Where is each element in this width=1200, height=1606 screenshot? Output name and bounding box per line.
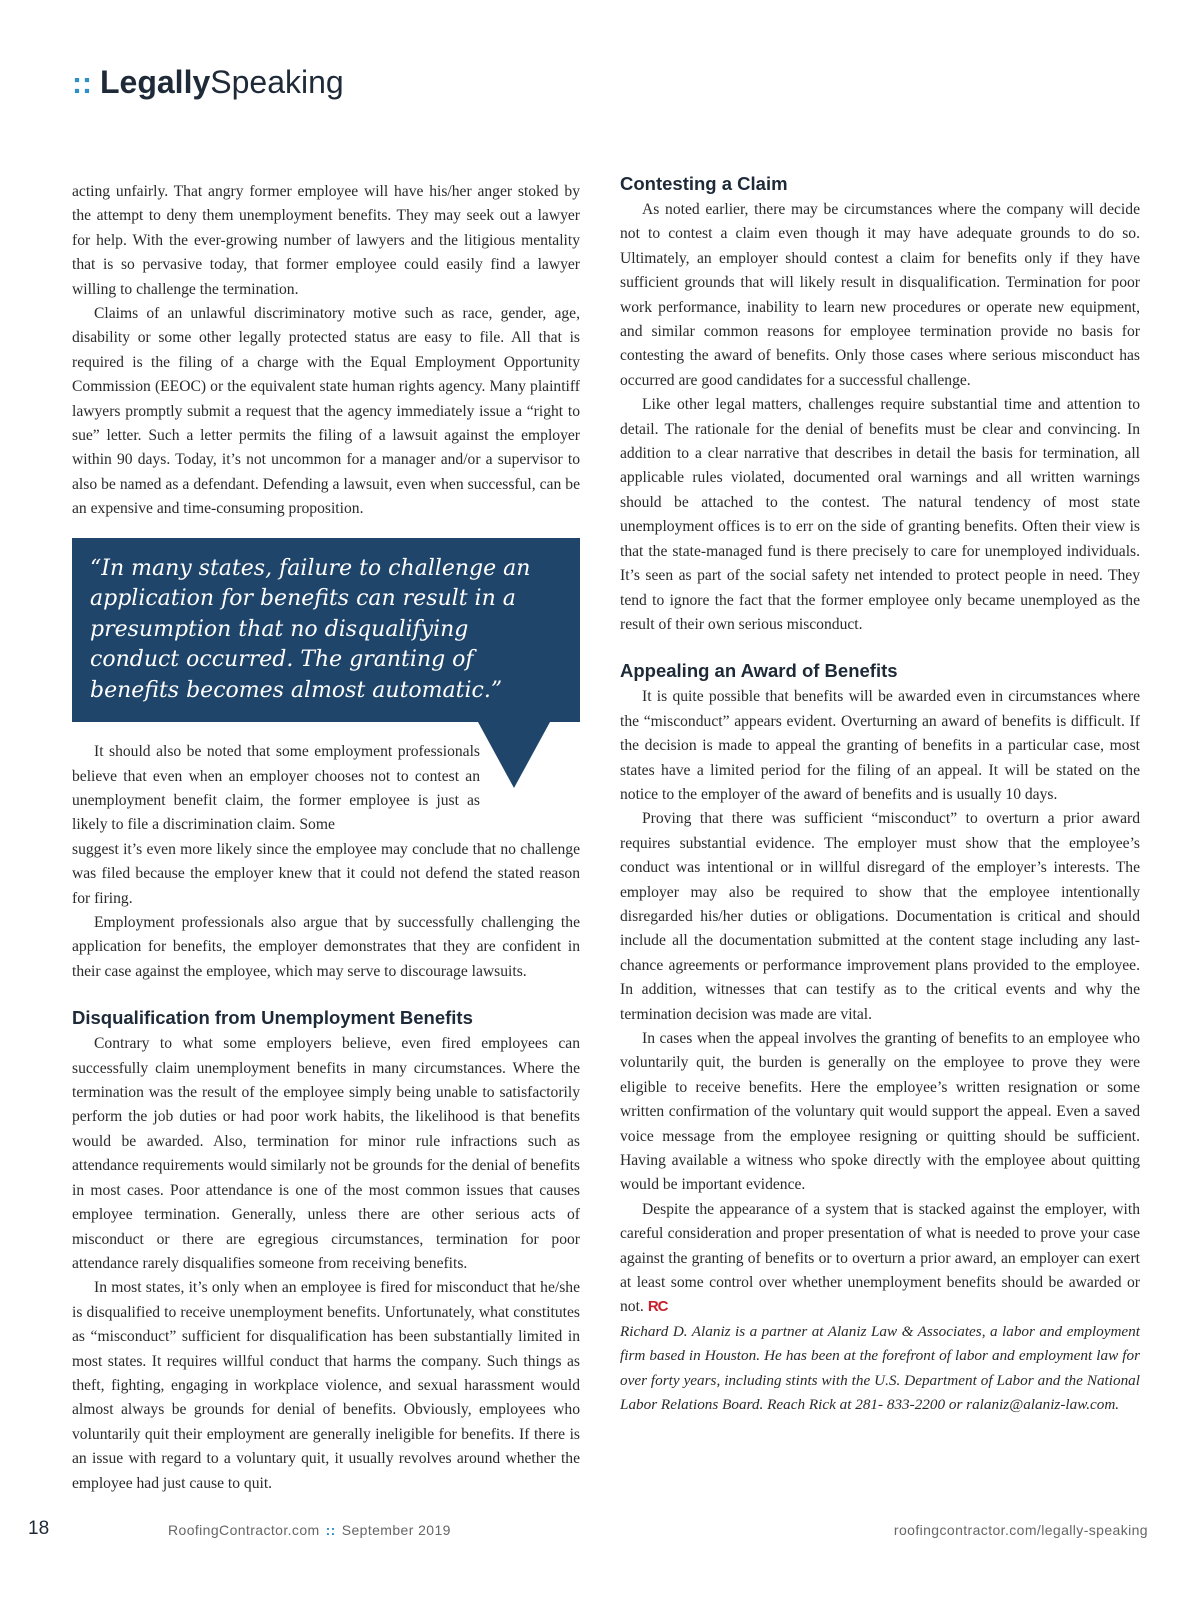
paragraph [620,1198,1140,1320]
pull-quote-text: “In many states, failure to challenge an application for benefits can result in a presumption that no disqualifying conduct occurred. The granting of benefits becomes almost automatic.” [90,555,531,703]
footer-date: September 2019 [341,1522,451,1538]
header-title-bold: Legally [99,64,211,100]
paragraph: In most states, it’s only when an employee is fired for misconduct that he/she is disqualified to receive unemployment benefits. Unfortunately, what constitutes as “misconduct” sufficient for disqualification has been substantially limited in most states. It requires willful conduct that harms the company. Such things as theft, fighting, engaging in workplace violence, and sexual harassment would almost always be grounds for denial of benefits. Obviously, employees who voluntarily quit their employment are generally ineligible for benefits. If there is an issue with regard to a voluntary quit, it usually revolves around whether the employee had just cause to quit. [72,1279,580,1492]
paragraph: It should also be noted that some employment professionals believe that even when an employer chooses not to contest an unemployment benefit claim, the former employee is just as likely to file a discrimination claim. Some [72,743,480,834]
pull-quote [72,538,580,723]
section-header [72,64,344,104]
paragraph: suggest it’s even more likely since the employee may conclude that no challenge was filed because the employer knew that it could not defend the stated reason for firing. [72,840,580,907]
header-dots: :: [72,67,92,100]
paragraph: Proving that there was sufficient “misconduct” to overturn a prior award requires substantial evidence. The employer must show that the employee’s conduct was intentional or in willful disregard of the employer’s interests. The employer may also be required to show that the employee intentionally disregarded his/her duties or obligations. Documentation is critical and should include all the documentation submitted at the content stage including any last-chance agreements or performance improvement plans provided to the employee. In addition, witnesses that can testify as to the critical events and why the termination decision was made are vital. [620,810,1140,1023]
paragraph: Like other legal matters, challenges require substantial time and attention to detail. The rationale for the denial of benefits must be clear and convincing. In addition to a clear narrative that describes in detail the basis for termination, all applicable rules violated, documented oral warnings and all written warnings should be attached to the contest. The natural tendency of most state unemployment offices is to err on the side of granting benefits. Often their view is that the state-managed fund is there precisely to care for unemployed individuals. It’s seen as part of the social safety net intended to protect people in need. They tend to ignore the fact that the former employee only became unemployed as the result of their own serious misconduct. [620,396,1140,633]
footer-separator: :: [325,1522,336,1538]
footer-site: RoofingContractor.com [168,1522,320,1538]
section-heading: Contesting a Claim [620,173,788,194]
paragraph: Employment professionals also argue that by successfully challenging the application for benefits, the employer demonstrates that they are confident in their case against the employee, which may serve to discourage lawsuits. [72,914,580,980]
footer-publication [168,1522,451,1538]
paragraph: Claims of an unlawful discriminatory motive such as race, gender, age, disability or some other legally protected status are easy to file. All that is required is the filing of a charge with the Equal Employment Opportunity Commission (EEOC) or the equivalent state human rights agency. Many plaintiff lawyers promptly submit a request that the agency immediately issue a “right to sue” letter. Such a letter permits the filing of a lawsuit against the employer within 90 days. Today, it’s not uncommon for a manager and/or a supervisor to also be named as a defendant. Defending a lawsuit, even when successful, can be an expensive and time-consuming proposition. [72,305,580,518]
section-heading: Disqualification from Unemployment Benefits [72,1007,473,1029]
author-bio: Richard D. Alaniz is a partner at Alaniz Law & Associates, a labor and employment firm based in Houston. He has been at the forefront of labor and employment law for over forty years, including stints with the U.S. Department of Labor and the National Labor Relations Board. Reach Rick at 281- 833-2200 or ralaniz@alaniz-law.com. [620,1322,1140,1414]
footer-url[interactable]: roofingcontractor.com/legally-speaking [893,1522,1148,1538]
page-footer [28,1520,1148,1546]
paragraph: As noted earlier, there may be circumstances where the company will decide not to contest a claim even though it may have adequate grounds to do so. Ultimately, an employer should contest a claim for benefits only if they have sufficient grounds that will likely result in disqualification. Termination for poor work performance, inability to learn new procedures or operate new equipment, and similar common reasons for employee termination provide no basis for contesting the award of benefits. Only those cases where serious misconduct has occurred are good candidates for a successful challenge. [620,201,1140,389]
left-column [72,180,580,1496]
paragraph: It is quite possible that benefits will be awarded even in circumstances where the “misconduct” appears evident. Overturning an award of benefits is difficult. If the decision is made to appeal the granting of benefits in a particular case, most states have a limited period for the filing of an appeal. It will be stated on the notice to the employer of the award of benefits and is usually 10 days. [620,688,1140,803]
paragraph: Contrary to what some employers believe, even fired employees can successfully claim unemployment benefits in many circumstances. Where the termination was the result of the employee simply being unable to satisfactorily perform the job duties or had poor work habits, the likelihood is that benefits would be awarded. Also, termination for minor rule infractions such as attendance requirements would similarly not be grounds for the denial of benefits in most cases. Poor attendance is one of the most common issues that causes employee termination. Generally, unless there are other serious acts of misconduct or there are egregious circumstances, termination for poor attendance rarely disqualifies someone from receiving benefits. [72,1035,580,1272]
paragraph-text: Despite the appearance of a system that is stacked against the employer, with careful consideration and proper presentation of what is needed to prove your case against the granting of benefits or to overturn a prior award, an employer can exert at least some control over whether unemployment benefits should be awarded or not. [620,1200,1140,1316]
header-title-light: Speaking [210,64,344,100]
paragraph: acting unfairly. That angry former employee will have his/her anger stoked by the attempt to deny them unemployment benefits. They may seek out a lawyer for help. With the ever-growing number of lawyers and the litigious mentality that is so pervasive today, that former employee could easily find a lawyer willing to challenge the termination. [72,183,580,298]
paragraph: In cases when the appeal involves the granting of benefits to an employee who voluntarily quit, the burden is generally on the employee to prove they were eligible to receive benefits. Here the employee’s written resignation or some written confirmation of the voluntary quit would support the appeal. Even a saved voice message from the employee resigning or quitting should be sufficient. Having available a witness who spoke directly with the employee about quitting would be important evidence. [620,1030,1140,1194]
page-number: 18 [28,1518,50,1539]
rc-logo-mark: RC [647,1298,668,1316]
right-column [620,172,1140,1418]
pull-quote-tail [478,722,550,788]
section-heading: Appealing an Award of Benefits [620,660,898,682]
